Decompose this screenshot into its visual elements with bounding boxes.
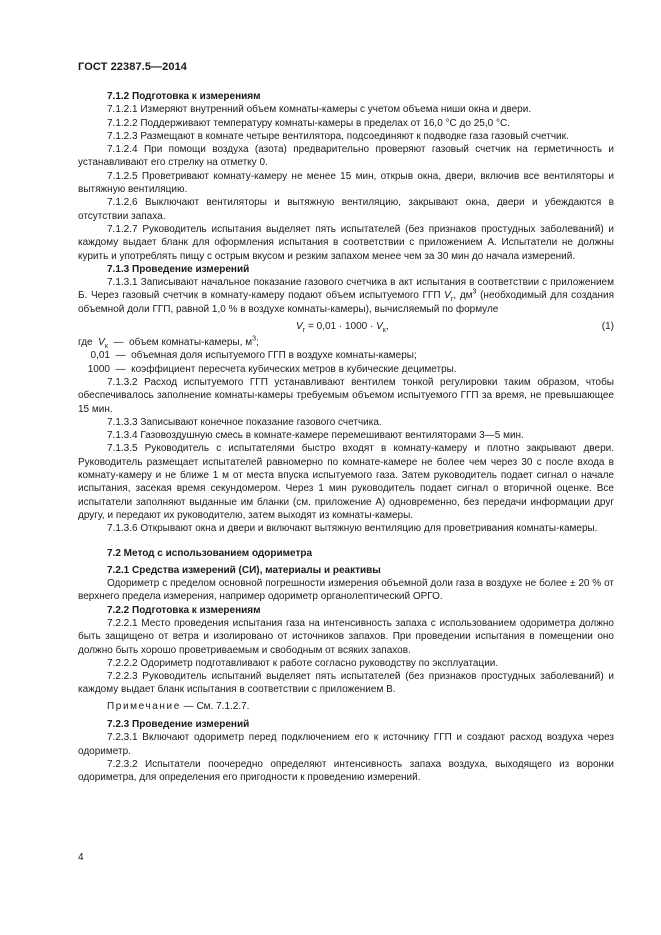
document-body	[78, 90, 614, 785]
paragraph-7-1-3-5: 7.1.3.5 Руководитель с испытателями быстро входят в комнату-камеру и плотно закрывают двери. Руководитель размещает испытателей равномерно по комнате-камере не более чем через 30 с после входа в комнату-камеру и не ближе 1 м от места впуска испытуемого газа. Затем руководитель подает сигнал о начале испытания, засекая время секундомером. Через 1 мин руководитель подает сигнал о вторичной оценке. Все испытатели заполняют выданные им бланки (см. приложение А) одновременно, без передачи информации друг другу, и передают их руководителю, затем выходят из комнаты-камеры.	[78, 443, 614, 521]
symbol-v-subscript: г	[450, 296, 454, 304]
formula-lhs-symbol: V	[296, 321, 303, 333]
section-gap	[78, 536, 614, 547]
paragraph-7-1-2-6: 7.1.2.6 Выключают вентиляторы и вытяжную вентиляцию, закрывают окна, двери и убеждаются в отсутствии запаха.	[78, 197, 614, 222]
page-header-standard-number: ГОСТ 22387.5—2014	[78, 61, 188, 73]
heading-7-2-3: 7.2.3 Проведение измерений	[107, 719, 250, 731]
definition-dash: —	[115, 363, 126, 375]
paragraph-7-1-2-1: 7.1.2.1 Измеряют внутренний объем комнаты-камеры с учетом объема ниши окна и двери.	[107, 104, 532, 116]
paragraph-7-1-3-4: 7.1.3.4 Газовоздушную смесь в комнате-камере перемешивают вентиляторами 3—5 мин.	[107, 430, 524, 442]
definition-text: коэффициент пересчета кубических метров в кубические дециметры.	[131, 363, 457, 375]
where-label: где	[78, 337, 93, 349]
paragraph-7-1-3-1-text-b: , дм	[453, 290, 473, 302]
heading-7-2: 7.2 Метод с использованием одориметра	[107, 547, 313, 559]
note-text: — См. 7.1.2.7.	[180, 700, 250, 712]
paragraph-7-1-3-6: 7.1.3.6 Открывают окна и двери и включают вытяжную вентиляцию для проветривания комнаты-камеры.	[107, 523, 598, 535]
paragraph-7-2-2-2: 7.2.2.2 Одориметр подготавливают к работе согласно руководству по эксплуатации.	[107, 657, 499, 669]
definition-0-01	[78, 349, 614, 362]
unit-superscript: 3	[472, 289, 477, 297]
heading-7-2-1: 7.2.1 Средства измерений (СИ), материалы и реактивы	[107, 564, 381, 576]
paragraph-7-2-2-1: 7.2.2.1 Место проведения испытания газа на интенсивность запаха с использованием одориметра должно быть защищено от ветра и изолировано от источников запахов. При проведении испытания в помещении оно должно быть хорошо проветриваемым и свободным от всяких запахов.	[78, 617, 614, 656]
paragraph-7-1-2-4: 7.1.2.4 При помощи воздуха (азота) предварительно проверяют газовый счетчик на герметичность и устанавливают его стрелку на отметку 0.	[78, 144, 614, 169]
heading-7-1-2: 7.1.2 Подготовка к измерениям	[107, 91, 261, 102]
paragraph-7-1-2-3: 7.1.2.3 Размещают в комнате четыре вентилятора, подсоединяют к подводке газа газовый счетчик.	[107, 130, 569, 142]
paragraph-7-1-3-1-text-a: 7.1.3.1 Записывают начальное показание газового счетчика в акт испытания в соответствии с приложением Б. Через газовый счетчик в комнату-камеру подают объем испытуемого ГГП	[78, 277, 614, 302]
paragraph-7-1-3-3: 7.1.3.3 Записывают конечное показание газового счетчика.	[107, 416, 382, 428]
symbol-v: V	[444, 290, 451, 302]
formula-tail: ,	[385, 321, 389, 333]
formula-number: (1)	[601, 321, 614, 333]
heading-7-2-2: 7.2.2 Подготовка к измерениям	[107, 604, 261, 616]
formula-expression	[296, 320, 389, 333]
page-number: 4	[78, 852, 84, 863]
definition-text: объем комнаты-камеры, м	[129, 337, 253, 349]
definition-1000	[78, 363, 614, 376]
paragraph-7-1-2-7: 7.1.2.7 Руководитель испытания выделяет пять испытателей (без признаков простудных заболеваний) и каждому выдает бланк для оформления испытания в соответствии с приложением А. Испытатели не должны курить и употреблять пищу с острым вкусом и резким запахом менее чем за 30 мин до начала измерений.	[78, 223, 614, 262]
formula-rhs-symbol: V	[376, 321, 383, 333]
paragraph-7-1-3-2: 7.1.3.2 Расход испытуемого ГГП устанавливают вентилем тонкой регулировки таким образом, чтобы обеспечивалось заполнение комнаты-камеры требуемым объемом испытуемого ГГП за время, не превышающее 15 мин.	[78, 376, 614, 415]
definition-text: объемная доля испытуемого ГГП в воздухе комнаты-камеры;	[131, 350, 417, 362]
paragraph-7-1-2-5: 7.1.2.5 Проветривают комнату-камеру не менее 15 мин, открыв окна, двери, включив все вентиляторы и вытяжную вентиляцию.	[78, 170, 614, 196]
formula-lhs-subscript: г	[302, 327, 306, 335]
definition-vk	[78, 336, 614, 349]
note-label: Примечание	[107, 700, 181, 712]
formula-1	[78, 318, 614, 335]
heading-7-1-3: 7.1.3 Проведение измерений	[107, 263, 250, 275]
definition-superscript: 3	[252, 335, 257, 343]
definition-symbol-subscript: к	[104, 343, 108, 351]
formula-rhs: = 0,01 · 1000 ·	[305, 321, 377, 333]
paragraph-7-1-3-1-text-c: (необходимый для создания объемной доли ГГП, равной 1,0 % в воздухе комнаты-камеры), вычисляемый по формуле	[78, 290, 614, 315]
definition-dash: —	[115, 350, 126, 362]
paragraph-7-2-2-3: 7.2.2.3 Руководитель испытаний выделяет пять испытателей (без признаков простудных заболеваний) и каждому выдает бланк испытания в соответствии с приложением В.	[78, 671, 614, 696]
definition-symbol: 0,01	[90, 350, 110, 362]
paragraph-7-1-2-2: 7.1.2.2 Поддерживают температуру комнаты-камеры в пределах от 16,0 °С до 25,0 °С.	[107, 117, 510, 129]
note	[78, 700, 614, 713]
definition-symbol: V	[98, 337, 105, 349]
definition-tail: ;	[256, 337, 259, 349]
paragraph-7-1-3-1	[78, 276, 614, 316]
paragraph-7-2-1: Одориметр с пределом основной погрешности измерения объемной доли газа в воздухе не более ± 20 % от верхнего предела измерения, например одориметр органолептический ОРГО.	[78, 578, 614, 603]
definition-symbol: 1000	[87, 363, 110, 375]
paragraph-7-2-3-1: 7.2.3.1 Включают одориметр перед подключением его к источнику ГГП и создают расход воздуха через одориметр.	[78, 732, 614, 757]
paragraph-7-2-3-2: 7.2.3.2 Испытатели поочередно определяют интенсивность запаха воздуха, выходящего из воронки одориметра, для определения его пригодности к проведению измерений.	[78, 758, 614, 784]
formula-rhs-subscript: к	[382, 327, 386, 335]
definition-dash: —	[113, 337, 124, 349]
